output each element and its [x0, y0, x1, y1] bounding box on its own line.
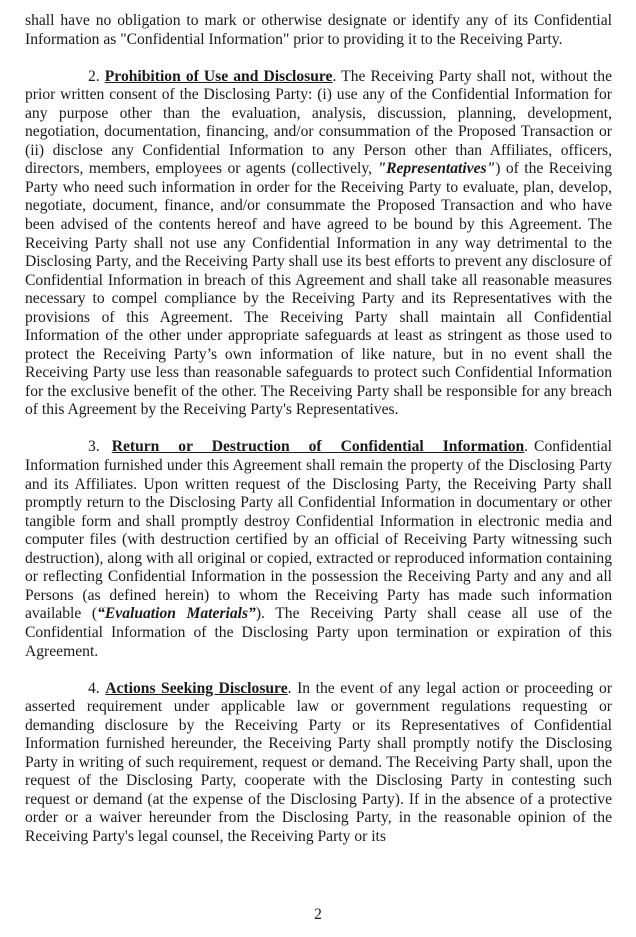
section-3-paragraph — [25, 438, 612, 661]
section-2-paragraph — [25, 68, 612, 420]
section-3-text-b: ). The Receiving Party shall cease all use of the Confidential Information of the Disclosing Party upon termination or expiration of this Agreement. — [25, 605, 613, 660]
continuation-paragraph: shall have no obligation to mark or otherwise designate or identify any of its Confidential Information as "Confidential Information" prior to providing it to the Receiving Party. — [25, 12, 612, 48]
section-3-heading: Return or Destruction of Confidential Information — [111, 438, 525, 456]
section-2-number: 2. — [88, 67, 100, 85]
defined-term-representatives: "Representatives" — [377, 160, 496, 178]
section-4-number: 4. — [88, 679, 100, 697]
section-2-text-b: ) of the Receiving Party who need such information in order for the Receiving Party to evaluate, plan, develop, negotiate, document, finance, and/or consummate the Proposed Transaction and who have been advised of the contents hereof and have agreed to be bound by this Agreement. The Receiving Party shall not use any Confidential Information in any way detrimental to the Disclosing Party, and the Receiving Party shall use its best efforts to prevent any disclosure of Confidential Information in breach of this Agreement and shall take all reasonable measures necessary to compel compliance by the Receiving Party and its Representatives with the provisions of this Agreement. The Receiving Party shall maintain all Confidential Information of the other under appropriate safeguards at least as stringent as those used to protect the Receiving Party’s own information of like nature, but in no event shall the Receiving Party use less than reasonable safeguards to protect such Confidential Information for the exclusive benefit of the other. The Receiving Party shall be responsible for any breach of this Agreement by the Receiving Party's Representatives. — [25, 160, 613, 419]
document-page — [25, 12, 612, 865]
section-2-heading: Prohibition of Use and Disclosure — [104, 67, 333, 85]
section-3-text-a: . Confidential Information furnished under this Agreement shall remain the property of the Disclosing Party and its Affiliates. Upon written request of the Disclosing Party, the Receiving Party shall promptly return to the Disclosing Party all Confidential Information in documentary or other tangible form and shall promptly destroy Confidential Information in electronic media and computer files (with destruction certified by an official of Receiving Party witnessing such destruction), along with all original or copied, extracted or reproduced information containing or reflecting Confidential Information in the possession the Receiving Party and any and all Persons (as defined herein) to whom the Receiving Party has made such information available ( — [25, 438, 612, 623]
section-3-number: 3. — [88, 438, 100, 456]
page-number: 2 — [314, 906, 322, 923]
section-4-heading: Actions Seeking Disclosure — [105, 679, 288, 697]
section-2-text-a: . The Receiving Party shall not, without the prior written consent of the Disclosing Party: (i) use any of the Confidential Information for any purpose other than the evaluation, analysis, discussion, planning, development, negotiation, documentation, financing, and/or consummation of the Proposed Transaction or (ii) disclose any Confidential Information to any Person other than Affiliates, officers, directors, members, employees or agents (collectively, — [25, 67, 612, 178]
defined-term-evaluation-materials: “Evaluation Materials” — [97, 605, 256, 623]
section-4-paragraph — [25, 680, 612, 847]
section-4-text: . In the event of any legal action or proceeding or asserted requirement under applicable law or government regulations requesting or demanding disclosure by the Receiving Party or its Representatives of Confidential Information furnished hereunder, the Receiving Party shall promptly notify the Disclosing Party in writing of such requirement, request or demand. The Receiving Party shall, upon the request of the Disclosing Party, cooperate with the Disclosing Party in contesting such request or demand (at the expense of the Disclosing Party). If in the absence of a protective order or a waiver hereunder from the Disclosing Party, in the reasonable opinion of the Receiving Party's legal counsel, the Receiving Party or its — [25, 679, 613, 845]
